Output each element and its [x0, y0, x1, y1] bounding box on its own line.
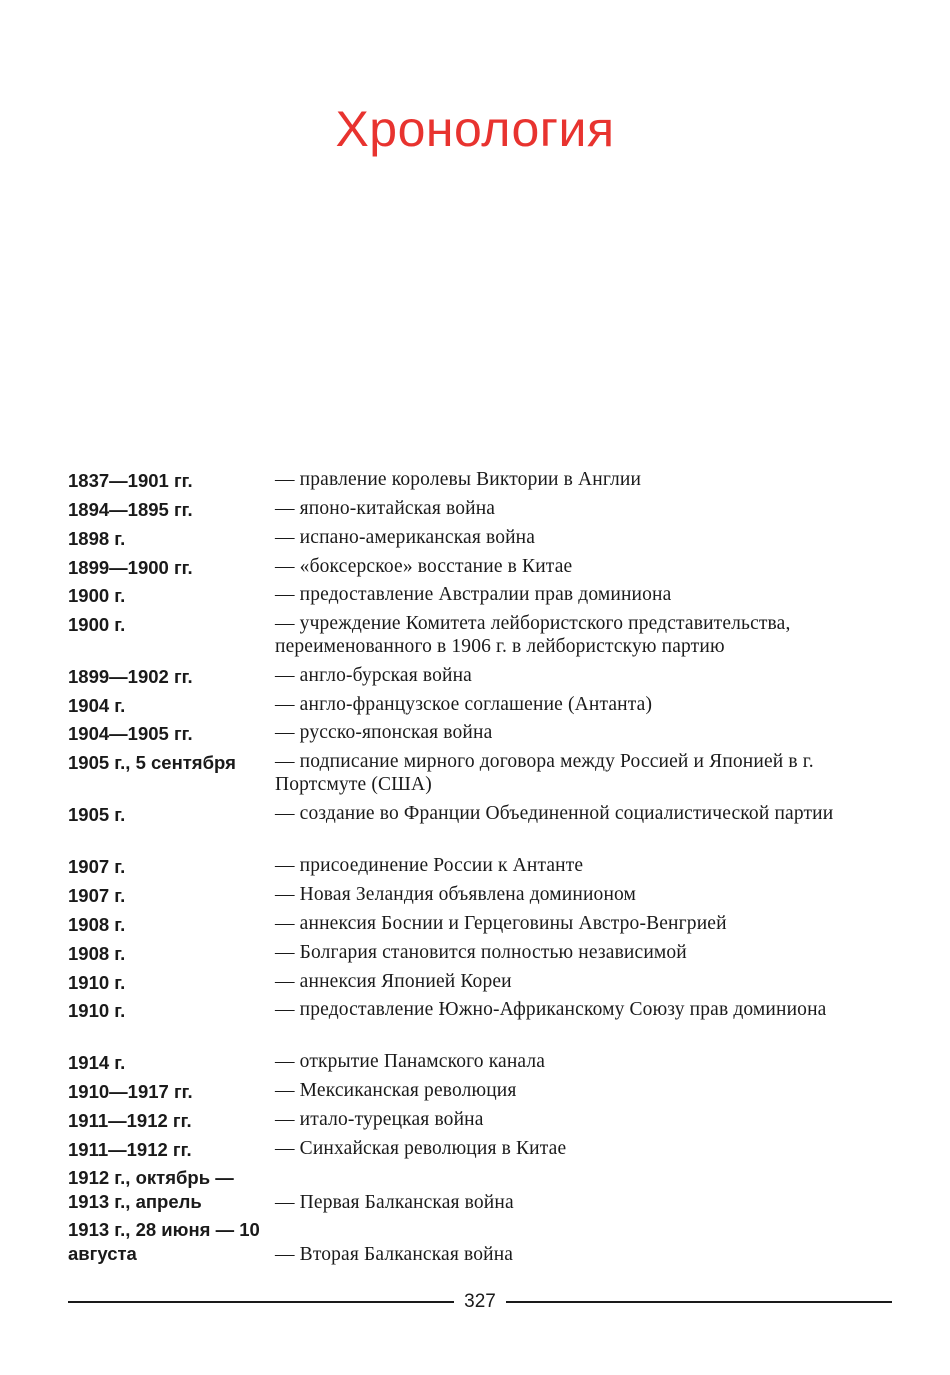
entry-event: — испано-американская война	[275, 527, 536, 548]
timeline-entry	[68, 1108, 898, 1137]
entry-event: — Первая Балканская война	[275, 1192, 514, 1213]
entry-event: — «боксерское» восстание в Китае	[275, 556, 573, 577]
timeline-entry	[68, 1165, 898, 1217]
entry-event: — японо-китайская война	[275, 498, 496, 519]
page-number: 327	[464, 1291, 496, 1312]
timeline-entry	[68, 583, 898, 612]
timeline-entry	[68, 693, 898, 721]
entry-date: 1905 г., 5 сентября	[68, 752, 236, 773]
entry-date: 1908 г.	[68, 914, 126, 935]
timeline-entry	[68, 854, 898, 883]
timeline-entry	[68, 1050, 898, 1079]
entry-date: 1898 г.	[68, 528, 126, 549]
timeline-entry	[68, 612, 898, 664]
timeline-entry	[68, 555, 898, 583]
entry-date: 1913 г., 28 июня — 10 августа	[68, 1219, 260, 1264]
timeline-entry	[68, 664, 898, 693]
timeline-entry	[68, 998, 898, 1050]
entry-date: 1911—1912 гг.	[68, 1139, 192, 1160]
entry-date: 1910 г.	[68, 972, 126, 993]
entry-event: — учреждение Комитета лейбористского представительства, переименованного в 1906 г. в лейбористскую партию	[275, 613, 791, 657]
entry-date: 1894—1895 гг.	[68, 499, 193, 520]
entry-event: — Мексиканская революция	[275, 1080, 517, 1101]
chronology-list	[68, 468, 898, 1269]
entry-event: — создание во Франции Объединенной социалистической партии	[275, 803, 834, 824]
timeline-entry	[68, 497, 898, 526]
footer-rule-right	[506, 1301, 892, 1303]
entry-event: — Новая Зеландия объявлена доминионом	[275, 884, 637, 905]
entry-event: — итало-турецкая война	[275, 1109, 484, 1130]
entry-event: — русско-японская война	[275, 722, 493, 743]
entry-event: — предоставление Южно-Африканскому Союзу прав доминиона	[275, 999, 827, 1020]
entry-event: — англо-бурская война	[275, 665, 472, 686]
entry-event: — правление королевы Виктории в Англии	[275, 469, 642, 490]
entry-date: 1905 г.	[68, 804, 126, 825]
entry-date: 1899—1902 гг.	[68, 666, 193, 687]
entry-date: 1899—1900 гг.	[68, 557, 193, 578]
timeline-entry	[68, 1217, 898, 1269]
timeline-entry	[68, 721, 898, 750]
entry-event: — Болгария становится полностью независимой	[275, 942, 687, 963]
entry-date: 1837—1901 гг.	[68, 470, 193, 491]
timeline-entry	[68, 526, 898, 555]
entry-event: — подписание мирного договора между Россией и Японией в г. Портсмуте (США)	[275, 751, 814, 795]
timeline-entry	[68, 802, 898, 854]
entry-date: 1914 г.	[68, 1052, 126, 1073]
entry-event: — англо-французское соглашение (Антанта)	[275, 694, 653, 715]
entry-event: — присоединение России к Антанте	[275, 855, 584, 876]
entry-event: — аннексия Боснии и Герцеговины Австро-Венгрией	[275, 913, 727, 934]
entry-event: — Вторая Балканская война	[275, 1244, 514, 1265]
entry-event: — открытие Панамского канала	[275, 1051, 546, 1072]
entry-date: 1904 г.	[68, 695, 126, 716]
entry-date: 1908 г.	[68, 943, 126, 964]
entry-event: — аннексия Японией Кореи	[275, 971, 512, 992]
timeline-entry	[68, 1137, 898, 1165]
timeline-entry	[68, 883, 898, 912]
entry-event: — предоставление Австралии прав доминиона	[275, 584, 672, 605]
entry-date: 1911—1912 гг.	[68, 1110, 192, 1131]
entry-date: 1910 г.	[68, 1000, 126, 1021]
timeline-entry	[68, 970, 898, 998]
page-footer	[68, 1291, 892, 1313]
timeline-entry	[68, 941, 898, 970]
timeline-entry	[68, 750, 898, 802]
entry-date: 1907 г.	[68, 856, 126, 877]
entry-date: 1900 г.	[68, 585, 126, 606]
entry-event: — Синхайская революция в Китае	[275, 1138, 567, 1159]
entry-date: 1904—1905 гг.	[68, 723, 193, 744]
footer-rule-left	[68, 1301, 454, 1303]
entry-date: 1910—1917 гг.	[68, 1081, 193, 1102]
timeline-entry	[68, 912, 898, 941]
entry-date: 1907 г.	[68, 885, 126, 906]
timeline-entry	[68, 468, 898, 497]
page-title: Хронология	[335, 101, 615, 157]
entry-date: 1900 г.	[68, 614, 126, 635]
timeline-entry	[68, 1079, 898, 1108]
entry-date: 1912 г., октябрь — 1913 г., апрель	[68, 1167, 234, 1212]
